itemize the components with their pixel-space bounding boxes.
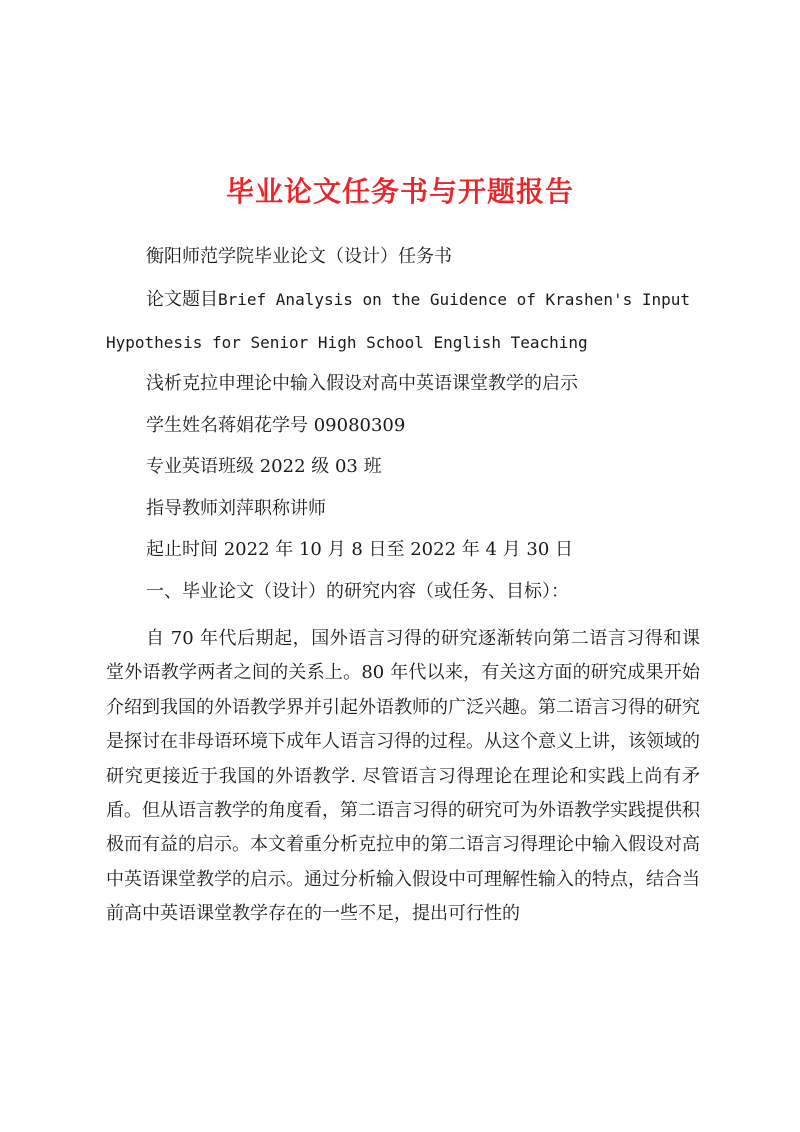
advisor-line: 指导教师刘萍职称讲师 [146, 498, 326, 519]
body-paragraph: 自 70 年代后期起，国外语言习得的研究逐渐转向第二语言习得和课堂外语教学两者之间的关系上。80 年代以来，有关这方面的研究成果开始介绍到我国的外语教学界并引起外语教师的广泛兴趣。第二语言习得的研究是探讨在非母语环境下成年人语言习得的过程。从这个意义上讲，该领域的研究更接近于我国的外语教学. 尽管语言习得理论在理论和实践上尚有矛盾。但从语言教学的角度看，第二语言习得的研究可为外语教学实践提供积极而有益的启示。本文着重分析克拉申的第二语言习得理论中输入假设对高中英语课堂教学的启示。通过分析输入假设中可理解性输入的特点，结合当前高中英语课堂教学存在的一些不足，提出可行性的 [106, 628, 700, 925]
student-line: 学生姓名蒋娟花学号 09080309 [146, 415, 406, 436]
thesis-title-line [146, 288, 690, 312]
document-title: 毕业论文任务书与开题报告 [225, 175, 574, 208]
thesis-label: 论文题目 [146, 289, 218, 310]
thesis-title-cn: 浅析克拉申理论中输入假设对高中英语课堂教学的启示 [146, 373, 578, 394]
thesis-title-en-part2: Hypothesis for Senior High School English Teaching [106, 333, 588, 352]
major-line: 专业英语班级 2022 级 03 班 [146, 456, 382, 477]
school-line: 衡阳师范学院毕业论文（设计）任务书 [146, 246, 452, 267]
section-heading: 一、毕业论文（设计）的研究内容（或任务、目标）： [146, 581, 569, 602]
period-line: 起止时间 2022 年 10 月 8 日至 2022 年 4 月 30 日 [146, 539, 573, 560]
thesis-title-en-part1: Brief Analysis on the Guidence of Krashen's Input [218, 290, 691, 309]
